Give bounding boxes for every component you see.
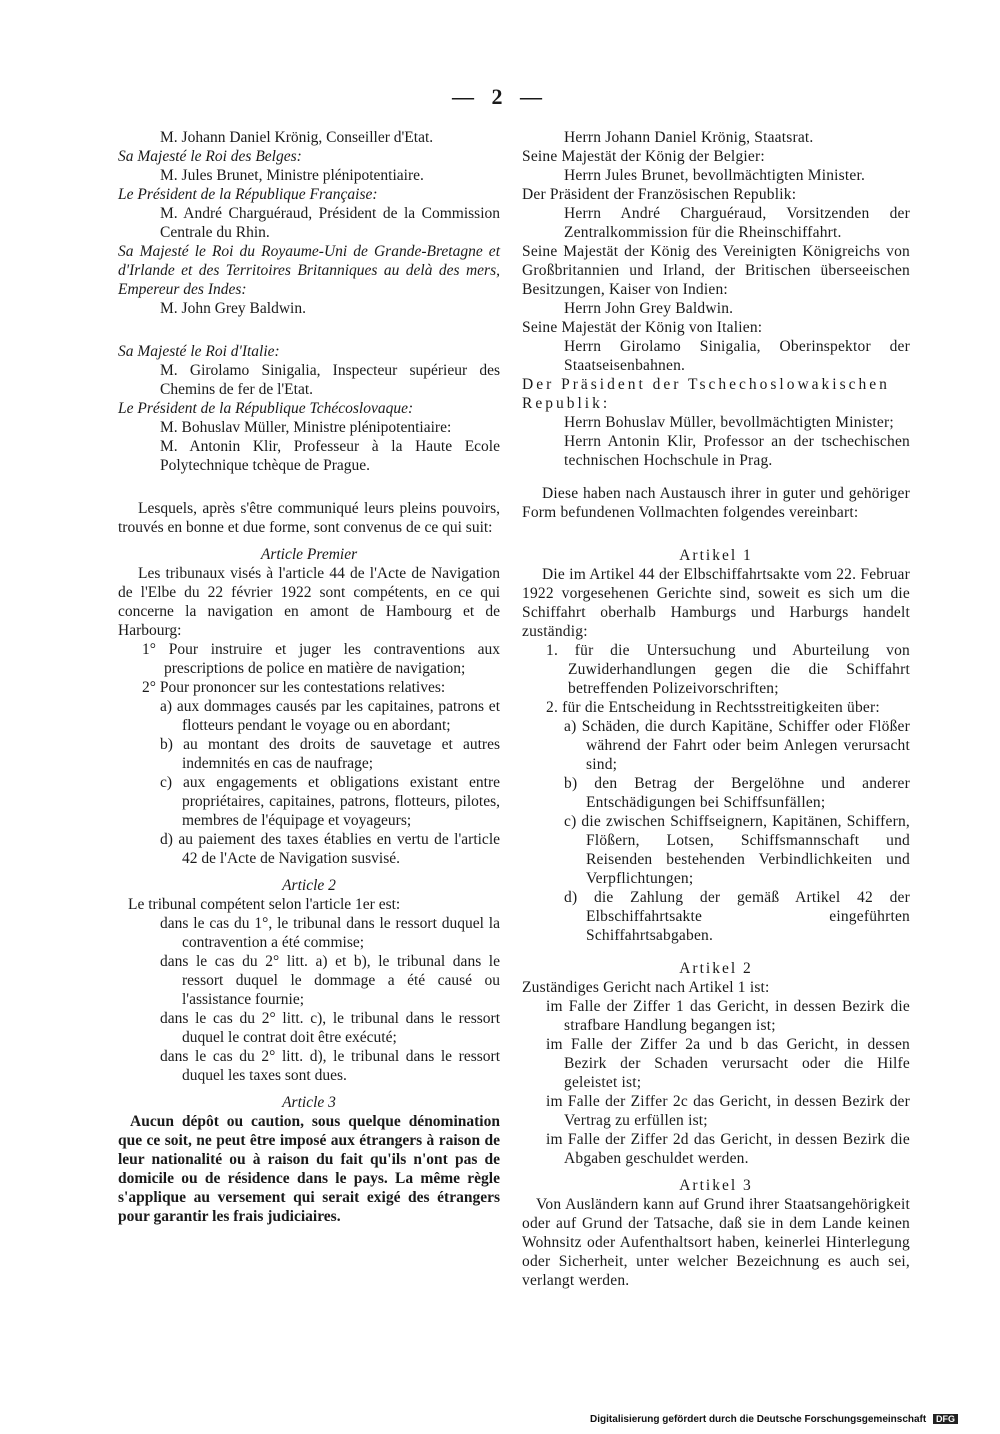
de-article-2-case-2: im Falle der Ziffer 2a und b das Gericht, in dessen Bezirk der Schaden verursacht oder die Hilfe geleistet ist; [546, 1036, 910, 1091]
page-number: — 2 — [452, 84, 548, 109]
fr-article-1-item-b: b) au montant des droits de sauvetage et autres indemnités en cas de naufrage; [160, 736, 500, 772]
fr-article-1-item-d: d) au paiement des taxes établies en vertu de l'article 42 de l'Acte de Navigation susvisé. [160, 831, 500, 867]
fr-article-1-item-1: 1° Pour instruire et juger les contraventions aux prescriptions de police en matière de navigation; [142, 641, 500, 677]
de-preamble: Diese haben nach Austausch ihrer in guter und gehöriger Form befundenen Vollmachten folgendes vereinbart: [522, 485, 910, 521]
fr-article-2-case-2: dans le cas du 2° litt. a) et b), le tribunal dans le ressort duquel le dommage a été causé ou l'assistance fournie; [160, 953, 500, 1008]
dfg-logo-icon: DFG [933, 1414, 958, 1424]
fr-sovereign-uk: Sa Majesté le Roi du Royaume-Uni de Grande-Bretagne et d'Irlande et des Territoires Britanniques au delà des mers, Empereur des Indes: [118, 243, 500, 298]
fr-sovereign-italy: Sa Majesté le Roi d'Italie: [118, 343, 280, 360]
de-article-1-item-d: d) die Zahlung der gemäß Artikel 42 der Elbschiffahrtsakte eingeführten Schiffahrtsabgaben. [564, 889, 910, 944]
fr-sovereign-belgium: Sa Majesté le Roi des Belges: [118, 148, 302, 165]
de-delegate-kronig: Herrn Johann Daniel Krönig, Staatsrat. [564, 129, 814, 146]
fr-delegate-brunet: M. Jules Brunet, Ministre plénipotentiaire. [160, 167, 424, 184]
de-sovereign-belgium: Seine Majestät der König der Belgier: [522, 148, 765, 165]
de-sovereign-czechoslovakia: Der Präsident der Tschechoslowakischen Republik: [522, 376, 890, 412]
de-article-1-item-b: b) den Betrag der Bergelöhne und anderer Entschädigungen bei Schiffsunfällen; [564, 775, 910, 811]
footer-text: Digitalisierung gefördert durch die Deutsche Forschungsgemeinschaft [590, 1414, 927, 1425]
fr-delegate-chargueraud: M. André Charguéraud, Président de la Commission Centrale du Rhin. [160, 205, 500, 241]
de-article-1-item-c: c) die zwischen Schiffseignern, Kapitänen, Schiffern, Flößern, Lotsen, Schiffsmannschaft und Reisenden bestehenden Verbindlichkeiten und Verpflichtungen; [564, 813, 910, 887]
fr-article-3-text: Aucun dépôt ou caution, sous quelque dénomination que ce soit, ne peut être imposé aux étrangers à raison de leur nationalité ou à raison du fait qu'ils n'ont pas de domicile ou de résidence dans le pays. La même règle s'applique au versement qui serait exigé des étrangers pour garantir les frais judiciaires. [118, 1113, 500, 1225]
de-article-1-title: Artikel 1 [679, 547, 753, 564]
fr-article-2-title: Article 2 [282, 877, 336, 894]
fr-article-2-case-3: dans le cas du 2° litt. c), le tribunal dans le ressort duquel le contrat doit être exécuté; [160, 1010, 500, 1046]
de-delegate-sinigalia: Herrn Girolamo Sinigalia, Oberinspektor der Staatseisenbahnen. [564, 338, 910, 374]
fr-article-1-item-c: c) aux engagements et obligations existant entre propriétaires, capitaines, patrons, flotteurs, pilotes, membres de l'équipage et voyageurs; [160, 774, 500, 829]
fr-article-1-item-2: 2° Pour prononcer sur les contestations relatives: [142, 679, 446, 696]
de-sovereign-italy: Seine Majestät der König von Italien: [522, 319, 763, 336]
fr-delegate-klir: M. Antonin Klir, Professeur à la Haute Ecole Polytechnique tchèque de Prague. [160, 438, 500, 474]
fr-sovereign-czechoslovakia: Le Président de la République Tchécoslovaque: [118, 400, 414, 417]
de-article-2-case-1: im Falle der Ziffer 1 das Gericht, in dessen Bezirk die strafbare Handlung begangen ist; [546, 998, 910, 1034]
fr-preamble: Lesquels, après s'être communiqué leurs pleins pouvoirs, trouvés en bonne et due forme, sont convenus de ce qui suit: [118, 500, 500, 536]
fr-article-2-case-4: dans le cas du 2° litt. d), le tribunal dans le ressort duquel les taxes sont dues. [160, 1048, 500, 1084]
de-delegate-chargueraud: Herrn André Charguéraud, Vorsitzenden der Zentralkommission für die Rheinschiffahrt. [564, 205, 910, 241]
de-article-3-title: Artikel 3 [679, 1177, 753, 1194]
de-article-1-item-a: a) Schäden, die durch Kapitäne, Schiffer oder Flößer während der Fahrt oder beim Anlegen verursacht sind; [564, 718, 910, 773]
de-article-2-case-3: im Falle der Ziffer 2c das Gericht, in dessen Bezirk der Vertrag zu erfüllen ist; [546, 1093, 910, 1129]
de-article-2-case-4: im Falle der Ziffer 2d das Gericht, in dessen Bezirk die Abgaben geschuldet werden. [546, 1131, 910, 1167]
de-article-3-text: Von Ausländern kann auf Grund ihrer Staatsangehörigkeit oder auf Grund der Tatsache, daß sie in dem Lande keinen Wohnsitz oder Aufenthaltsort haben, keinerlei Hinterlegung oder Sicherheit, unter welcher Bezeichnung es auch sei, verlangt werden. [522, 1196, 910, 1289]
fr-article-1-item-a: a) aux dommages causés par les capitaines, patrons et flotteurs pendant le voyage ou en abordant; [160, 698, 500, 734]
german-column [522, 128, 910, 1290]
de-article-2-title: Artikel 2 [679, 960, 753, 977]
de-delegate-muller: Herrn Bohuslav Müller, bevollmächtigten Minister; [564, 414, 894, 431]
french-column [118, 128, 500, 1226]
de-article-2-text: Zuständiges Gericht nach Artikel 1 ist: [522, 979, 770, 996]
fr-delegate-muller: M. Bohuslav Müller, Ministre plénipotentiaire: [160, 419, 452, 436]
de-article-1-item-1: 1. für die Untersuchung und Aburteilung von Zuwiderhandlungen gegen die die Schiffahrt betreffenden Polizeivorschriften; [546, 642, 910, 697]
de-sovereign-uk: Seine Majestät der König des Vereinigten Königreichs von Großbritannien und Irland, der Britischen überseeischen Besitzungen, Kaiser von Indien: [522, 243, 910, 298]
fr-article-2-text: Le tribunal compétent selon l'article 1er est: [128, 896, 401, 913]
de-sovereign-france: Der Präsident der Französischen Republik: [522, 186, 797, 203]
fr-delegate-baldwin: M. John Grey Baldwin. [160, 300, 306, 317]
fr-article-2-case-1: dans le cas du 1°, le tribunal dans le ressort duquel la contravention a été commise; [160, 915, 500, 951]
fr-delegate-sinigalia: M. Girolamo Sinigalia, Inspecteur supérieur des Chemins de fer de l'Etat. [160, 362, 500, 398]
de-delegate-klir: Herrn Antonin Klir, Professor an der tschechischen technischen Hochschule in Prag. [564, 433, 910, 469]
fr-article-3-title: Article 3 [282, 1094, 336, 1111]
fr-article-1-title: Article Premier [260, 546, 358, 563]
de-article-1-item-2: 2. für die Entscheidung in Rechtsstreitigkeiten über: [546, 699, 880, 716]
fr-delegate-kronig: M. Johann Daniel Krönig, Conseiller d'Etat. [160, 129, 434, 146]
de-delegate-baldwin: Herrn John Grey Baldwin. [564, 300, 734, 317]
fr-sovereign-france: Le Président de la République Française: [118, 186, 378, 203]
de-article-1-text: Die im Artikel 44 der Elbschiffahrtsakte vom 22. Februar 1922 vorgesehenen Gerichte sind, soweit es sich um die Schiffahrt oberhalb Hamburgs und Harburgs handelt zuständig: [522, 566, 910, 640]
digitization-footer [590, 1414, 958, 1425]
de-delegate-brunet: Herrn Jules Brunet, bevollmächtigten Minister. [564, 167, 866, 184]
fr-article-1-text: Les tribunaux visés à l'article 44 de l'Acte de Navigation de l'Elbe du 22 février 1922 sont compétents, en ce qui concerne la navigation en amont de Hambourg et de Harbourg: [118, 565, 500, 639]
